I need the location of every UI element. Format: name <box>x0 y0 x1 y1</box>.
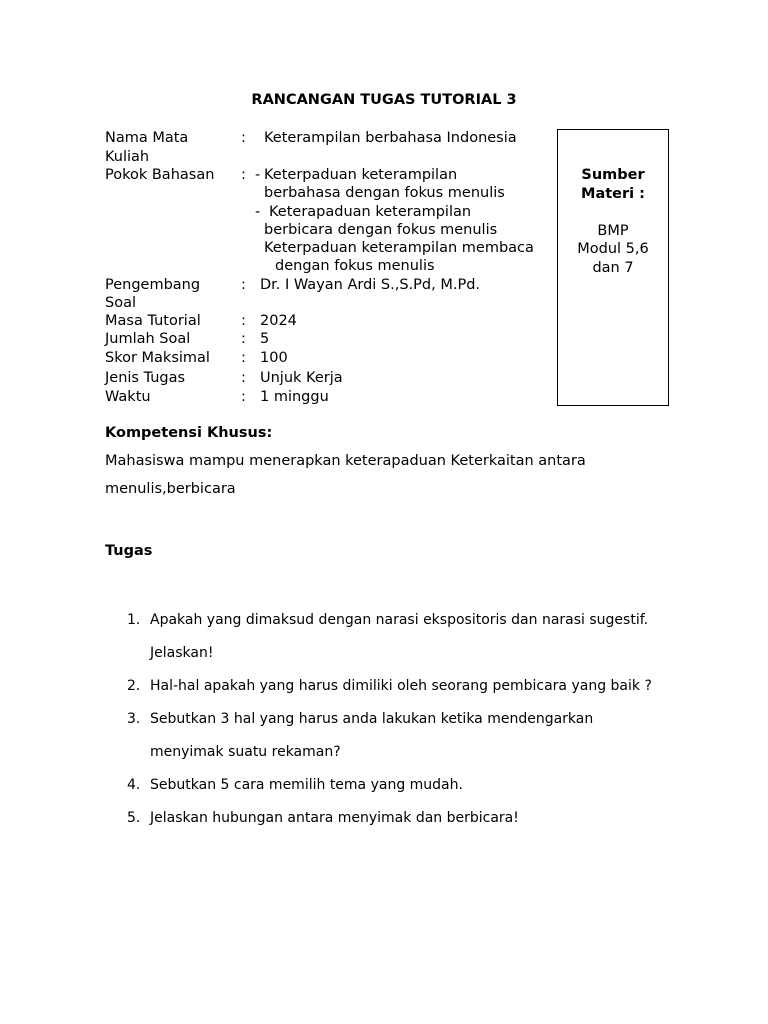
nama-mata-kuliah-value: Keterampilan berbahasa Indonesia <box>264 130 517 146</box>
list-item-number: 1. <box>127 612 141 628</box>
jenis-tugas-label: Jenis Tugas <box>105 370 186 386</box>
waktu-value: 1 minggu <box>260 389 329 405</box>
list-item-text: Jelaskan hubungan antara menyimak dan berbicara! <box>150 810 519 826</box>
sumber-materi-value: dan 7 <box>592 259 634 276</box>
colon: : <box>241 350 246 366</box>
colon: : <box>241 370 246 386</box>
colon: : <box>241 389 246 405</box>
document-title: RANCANGAN TUGAS TUTORIAL 3 <box>251 92 517 108</box>
list-item <box>105 604 705 670</box>
list-item <box>105 802 705 835</box>
sumber-materi-value: BMP <box>597 222 629 239</box>
pengembang-soal-label: Pengembang <box>105 277 201 293</box>
kompetensi-text-cont: menulis,berbicara <box>105 481 236 497</box>
masa-tutorial-value: 2024 <box>260 313 297 329</box>
list-item-number: 5. <box>127 810 141 826</box>
sumber-materi-value: Modul 5,6 <box>577 241 649 257</box>
list-item-number: 3. <box>127 711 141 727</box>
pokok-bahasan-item: dengan fokus menulis <box>275 258 435 274</box>
sumber-materi-box <box>557 129 669 406</box>
colon: : <box>241 130 246 146</box>
nama-mata-kuliah-label: Nama Mata <box>105 130 189 146</box>
nama-mata-kuliah-label-cont: Kuliah <box>105 149 150 165</box>
kompetensi-text: Mahasiswa mampu menerapkan keterapaduan Keterkaitan antara <box>105 453 586 469</box>
list-item-text: Sebutkan 3 hal yang harus anda lakukan ketika mendengarkan <box>150 711 594 727</box>
list-item-number: 2. <box>127 678 141 694</box>
colon: : <box>241 167 246 183</box>
pokok-bahasan-label: Pokok Bahasan <box>105 167 215 183</box>
pokok-bahasan-item: Keterapaduan keterampilan <box>269 204 472 220</box>
list-item-number: 4. <box>127 777 141 793</box>
pokok-bahasan-item: Keterpaduan keterampilan membaca <box>264 240 534 256</box>
pengembang-soal-value: Dr. I Wayan Ardi S.,S.Pd, M.Pd. <box>260 277 481 293</box>
list-item <box>105 769 705 802</box>
kompetensi-heading: Kompetensi Khusus: <box>105 425 273 441</box>
list-item-text: Apakah yang dimaksud dengan narasi ekspositoris dan narasi sugestif. <box>150 612 649 628</box>
jenis-tugas-value: Unjuk Kerja <box>260 370 343 386</box>
skor-maksimal-value: 100 <box>260 350 288 366</box>
pokok-bahasan-item: berbahasa dengan fokus menulis <box>264 185 505 201</box>
sumber-materi-heading-cont: Materi : <box>581 185 645 202</box>
list-item-text-cont: menyimak suatu rekaman? <box>150 744 341 760</box>
list-item-text-cont: Jelaskan! <box>150 645 214 661</box>
masa-tutorial-label: Masa Tutorial <box>105 313 201 329</box>
bullet-dash: - <box>255 204 261 220</box>
pokok-bahasan-item: Keterpaduan keterampilan <box>264 167 458 183</box>
waktu-label: Waktu <box>105 389 151 405</box>
list-item-text: Hal-hal apakah yang harus dimiliki oleh seorang pembicara yang baik ? <box>150 678 652 694</box>
jumlah-soal-label: Jumlah Soal <box>105 331 191 347</box>
colon: : <box>241 313 246 329</box>
list-item <box>105 703 705 769</box>
colon: : <box>241 277 246 293</box>
tugas-heading: Tugas <box>105 543 153 559</box>
pengembang-soal-label-cont: Soal <box>105 295 136 311</box>
list-item-text: Sebutkan 5 cara memilih tema yang mudah. <box>150 777 463 793</box>
bullet-dash: - <box>255 167 261 183</box>
sumber-materi-heading: Sumber <box>581 167 645 183</box>
jumlah-soal-value: 5 <box>260 331 270 347</box>
list-item <box>105 670 705 703</box>
skor-maksimal-label: Skor Maksimal <box>105 350 210 366</box>
pokok-bahasan-item: berbicara dengan fokus menulis <box>264 222 498 238</box>
colon: : <box>241 331 246 347</box>
tugas-list <box>105 604 705 835</box>
